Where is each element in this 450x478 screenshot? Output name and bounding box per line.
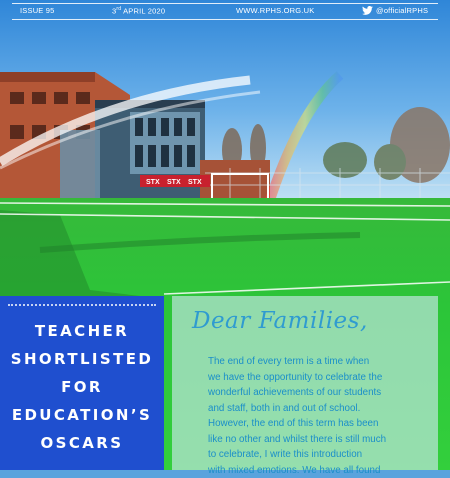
headline-line: SHORTLISTED (0, 348, 164, 376)
headline-line: TEACHER (0, 320, 164, 348)
signage-text: STX (146, 179, 160, 186)
letter-greeting: Dear Families, (192, 308, 432, 334)
letter-line: with mixed emotions. We have all found (208, 463, 436, 478)
issue-number: ISSUE 95 (20, 6, 55, 15)
headline-line: OSCARS (0, 432, 164, 460)
letter-line: However, the end of this term has been (208, 416, 436, 432)
headline-line: EDUCATION’S (0, 404, 164, 432)
letter-body (208, 354, 436, 478)
twitter-icon (362, 6, 373, 15)
signage-text: STX (188, 179, 202, 186)
website-link[interactable]: WWW.RPHS.ORG.UK (236, 6, 314, 15)
headline-panel (0, 296, 164, 470)
dotted-divider (8, 304, 156, 306)
letter-line: wonderful achievements of our students (208, 385, 436, 401)
signage-text: STX (167, 179, 181, 186)
headline-line: FOR (0, 376, 164, 404)
letter-line: The end of every term is a time when (208, 354, 436, 370)
letter-line: we have the opportunity to celebrate the (208, 370, 436, 386)
issue-date: 3rd APRIL 2020 (112, 6, 165, 16)
masthead (12, 3, 438, 19)
twitter-handle: @officialRPHS (376, 6, 428, 15)
header-bottom-rule (12, 19, 438, 20)
twitter-link[interactable] (362, 6, 428, 15)
letter-panel (172, 296, 438, 470)
letter-line: to celebrate, I write this introduction (208, 447, 436, 463)
letter-line: like no other and whilst there is still much (208, 432, 436, 448)
headline (0, 320, 164, 460)
letter-line: and staff, both in and out of school. (208, 401, 436, 417)
